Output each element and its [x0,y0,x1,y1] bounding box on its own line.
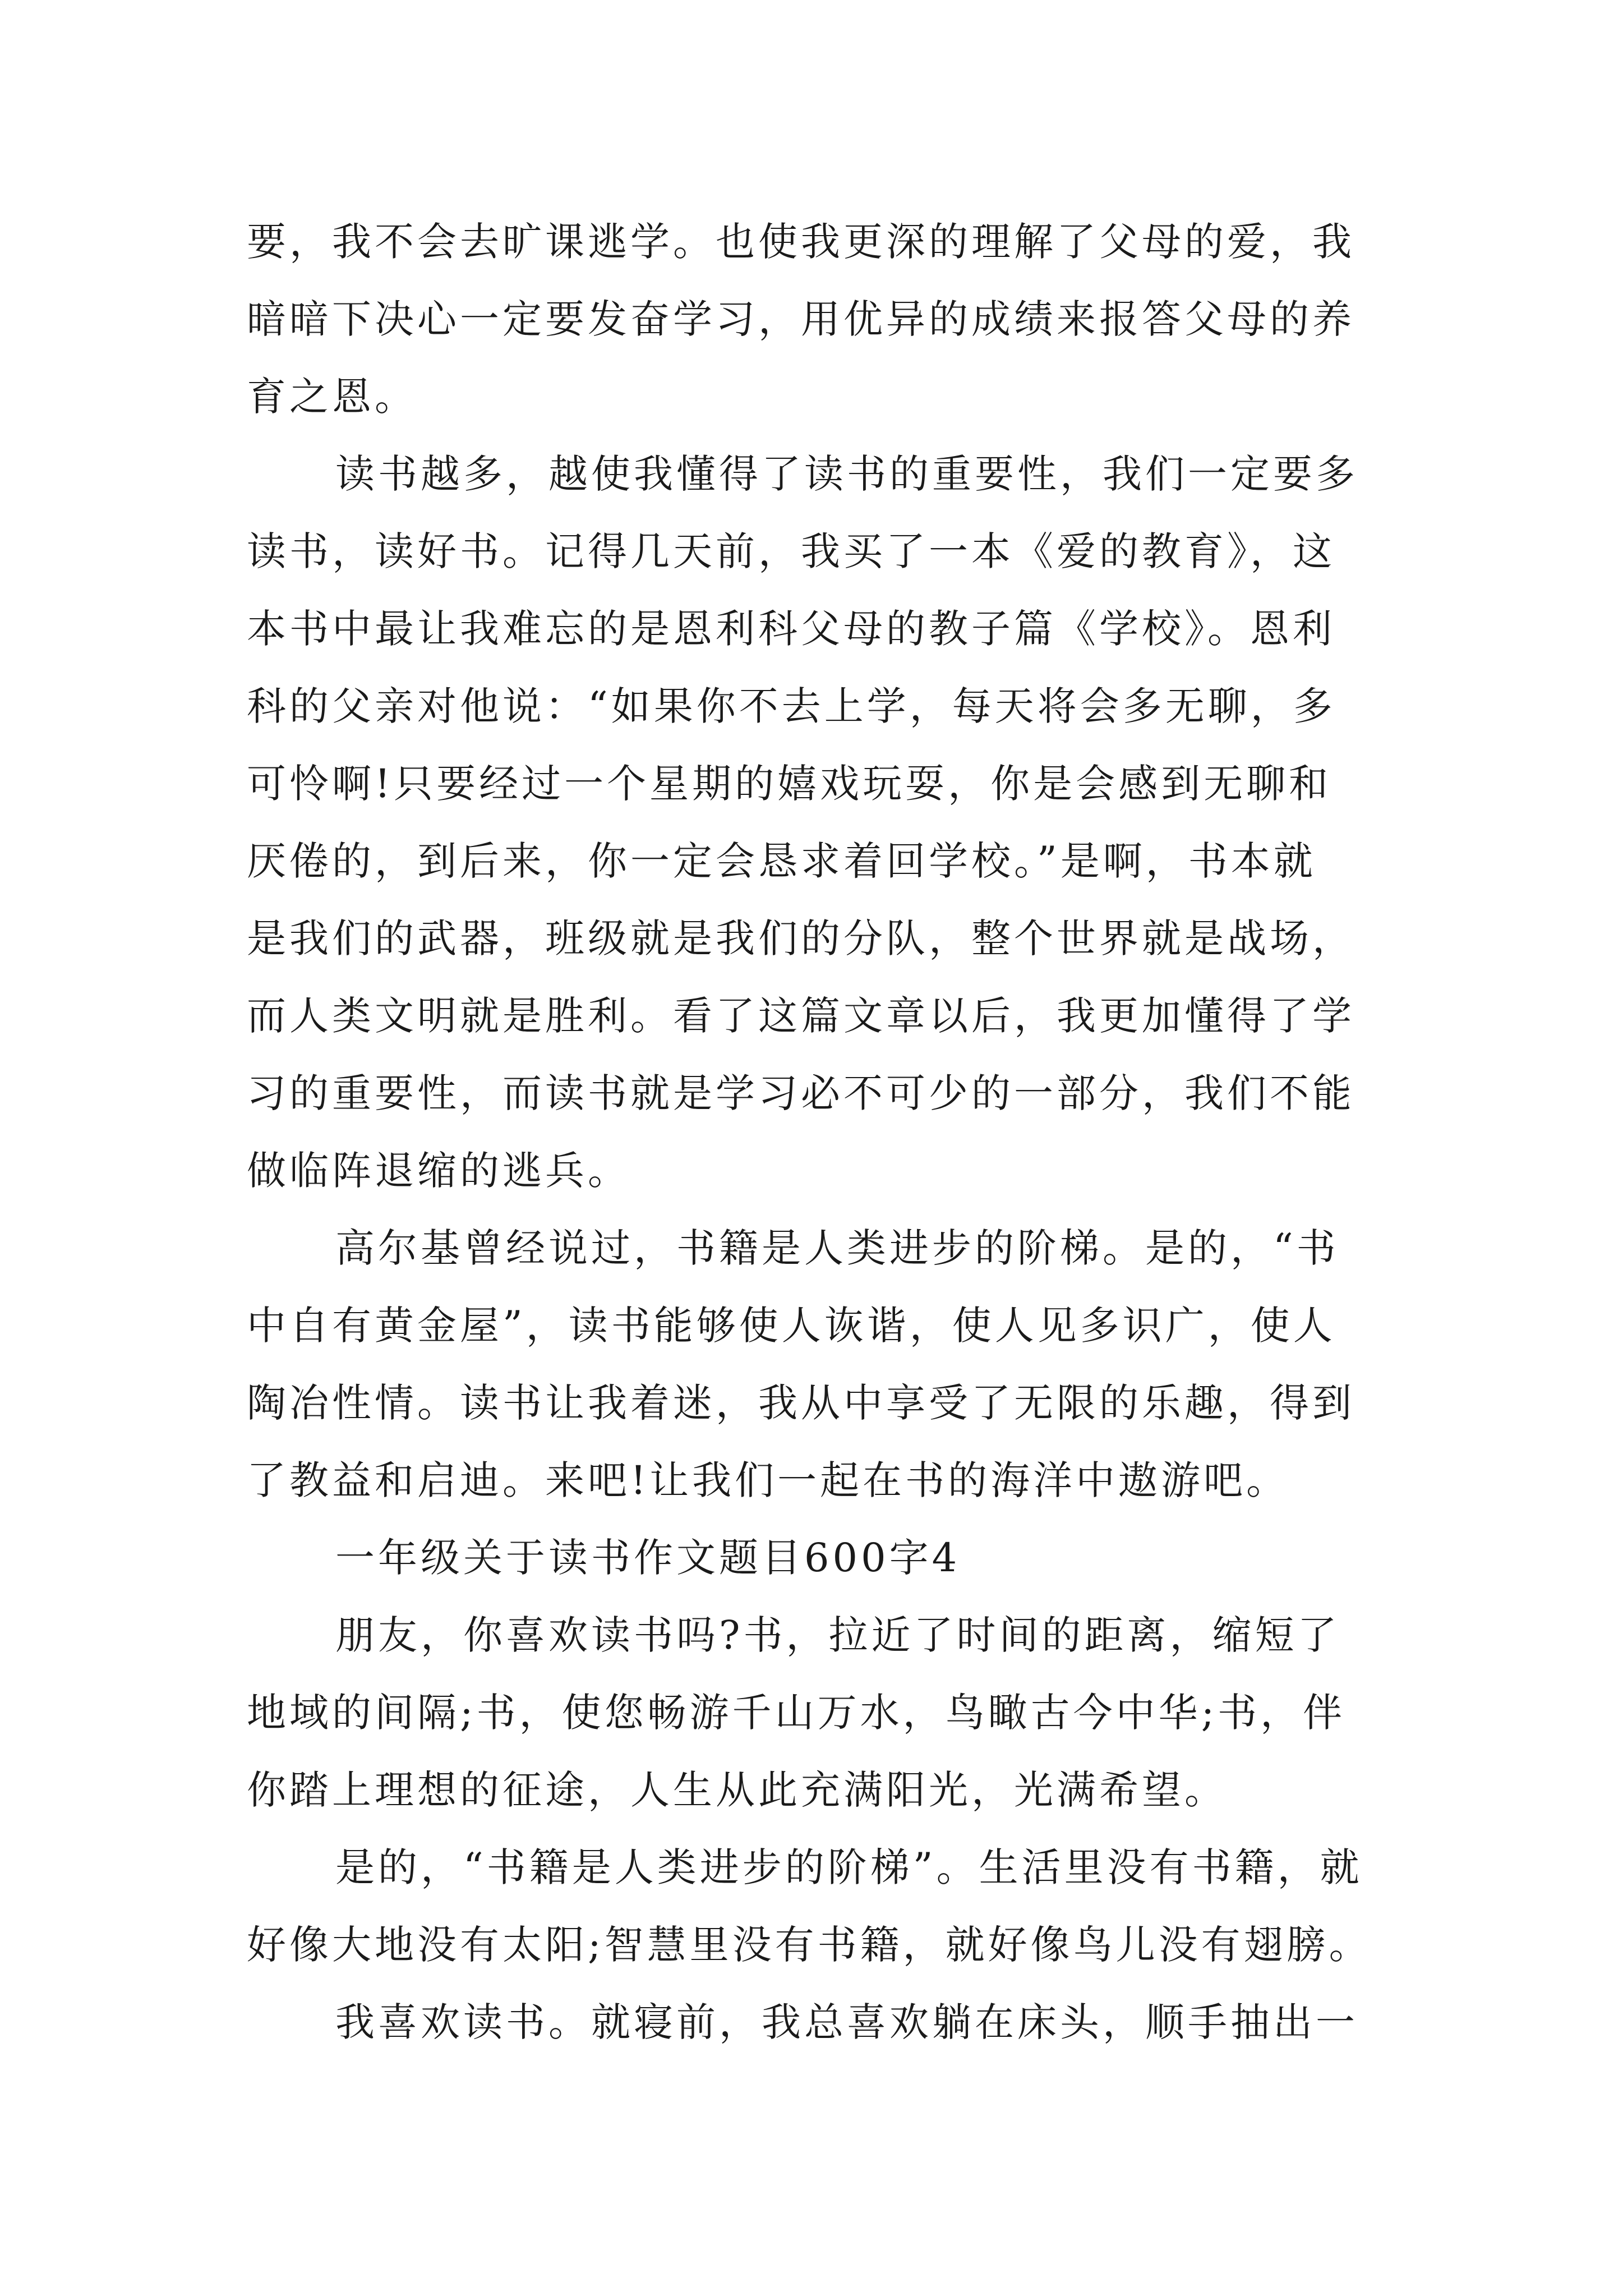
text-line-6: 本书中最让我难忘的是恩利科父母的教子篇《学校》。恩利 [247,606,1335,652]
text-line-20: 地域的间隔;书，使您畅游千山万水，鸟瞰古今中华;书，伴 [247,1690,1346,1736]
text-line-2: 暗暗下决心一定要发奋学习，用优异的成绩来报答父母的养 [247,296,1355,342]
text-line-7: 科的父亲对他说：“如果你不去上学，每天将会多无聊，多 [247,683,1336,729]
section-heading: 一年级关于读书作文题目600字4 [335,1535,961,1581]
text-line-23: 好像大地没有太阳;智慧里没有书籍，就好像鸟儿没有翅膀。 [247,1922,1372,1968]
text-line-10: 是我们的武器，班级就是我们的分队，整个世界就是战场， [247,915,1355,961]
text-line-12: 习的重要性，而读书就是学习必不可少的一部分，我们不能 [247,1070,1355,1116]
text-line-1: 要，我不会去旷课逃学。也使我更深的理解了父母的爱，我 [247,219,1355,265]
text-line-24: 我喜欢读书。就寝前，我总喜欢躺在床头，顺手抽出一 [335,1999,1358,2045]
text-line-22: 是的，“书籍是人类进步的阶梯”。生活里没有书籍，就 [335,1844,1363,1890]
text-line-13: 做临阵退缩的逃兵。 [247,1148,630,1194]
text-line-8: 可怜啊!只要经过一个星期的嬉戏玩耍，你是会感到无聊和 [247,761,1332,807]
text-line-14: 高尔基曾经说过，书籍是人类进步的阶梯。是的，“书 [335,1225,1339,1271]
text-line-9: 厌倦的，到后来，你一定会恳求着回学校。”是啊，书本就 [247,838,1316,884]
text-line-11: 而人类文明就是胜利。看了这篇文章以后，我更加懂得了学 [247,993,1355,1039]
text-line-5: 读书，读好书。记得几天前，我买了一本《爱的教育》，这 [247,528,1335,574]
text-line-17: 了教益和启迪。来吧!让我们一起在书的海洋中遨游吧。 [247,1457,1289,1503]
body-text [247,203,1391,2061]
text-line-16: 陶冶性情。读书让我着迷，我从中享受了无限的乐趣，得到 [247,1380,1355,1426]
text-line-19: 朋友，你喜欢读书吗?书，拉近了时间的距离，缩短了 [335,1612,1340,1658]
text-line-15: 中自有黄金屋”，读书能够使人诙谐，使人见多识广，使人 [247,1303,1336,1349]
text-line-3: 育之恩。 [247,374,417,420]
text-line-4: 读书越多，越使我懂得了读书的重要性，我们一定要多 [335,451,1358,497]
text-line-21: 你踏上理想的征途，人生从此充满阳光，光满希望。 [247,1767,1227,1813]
